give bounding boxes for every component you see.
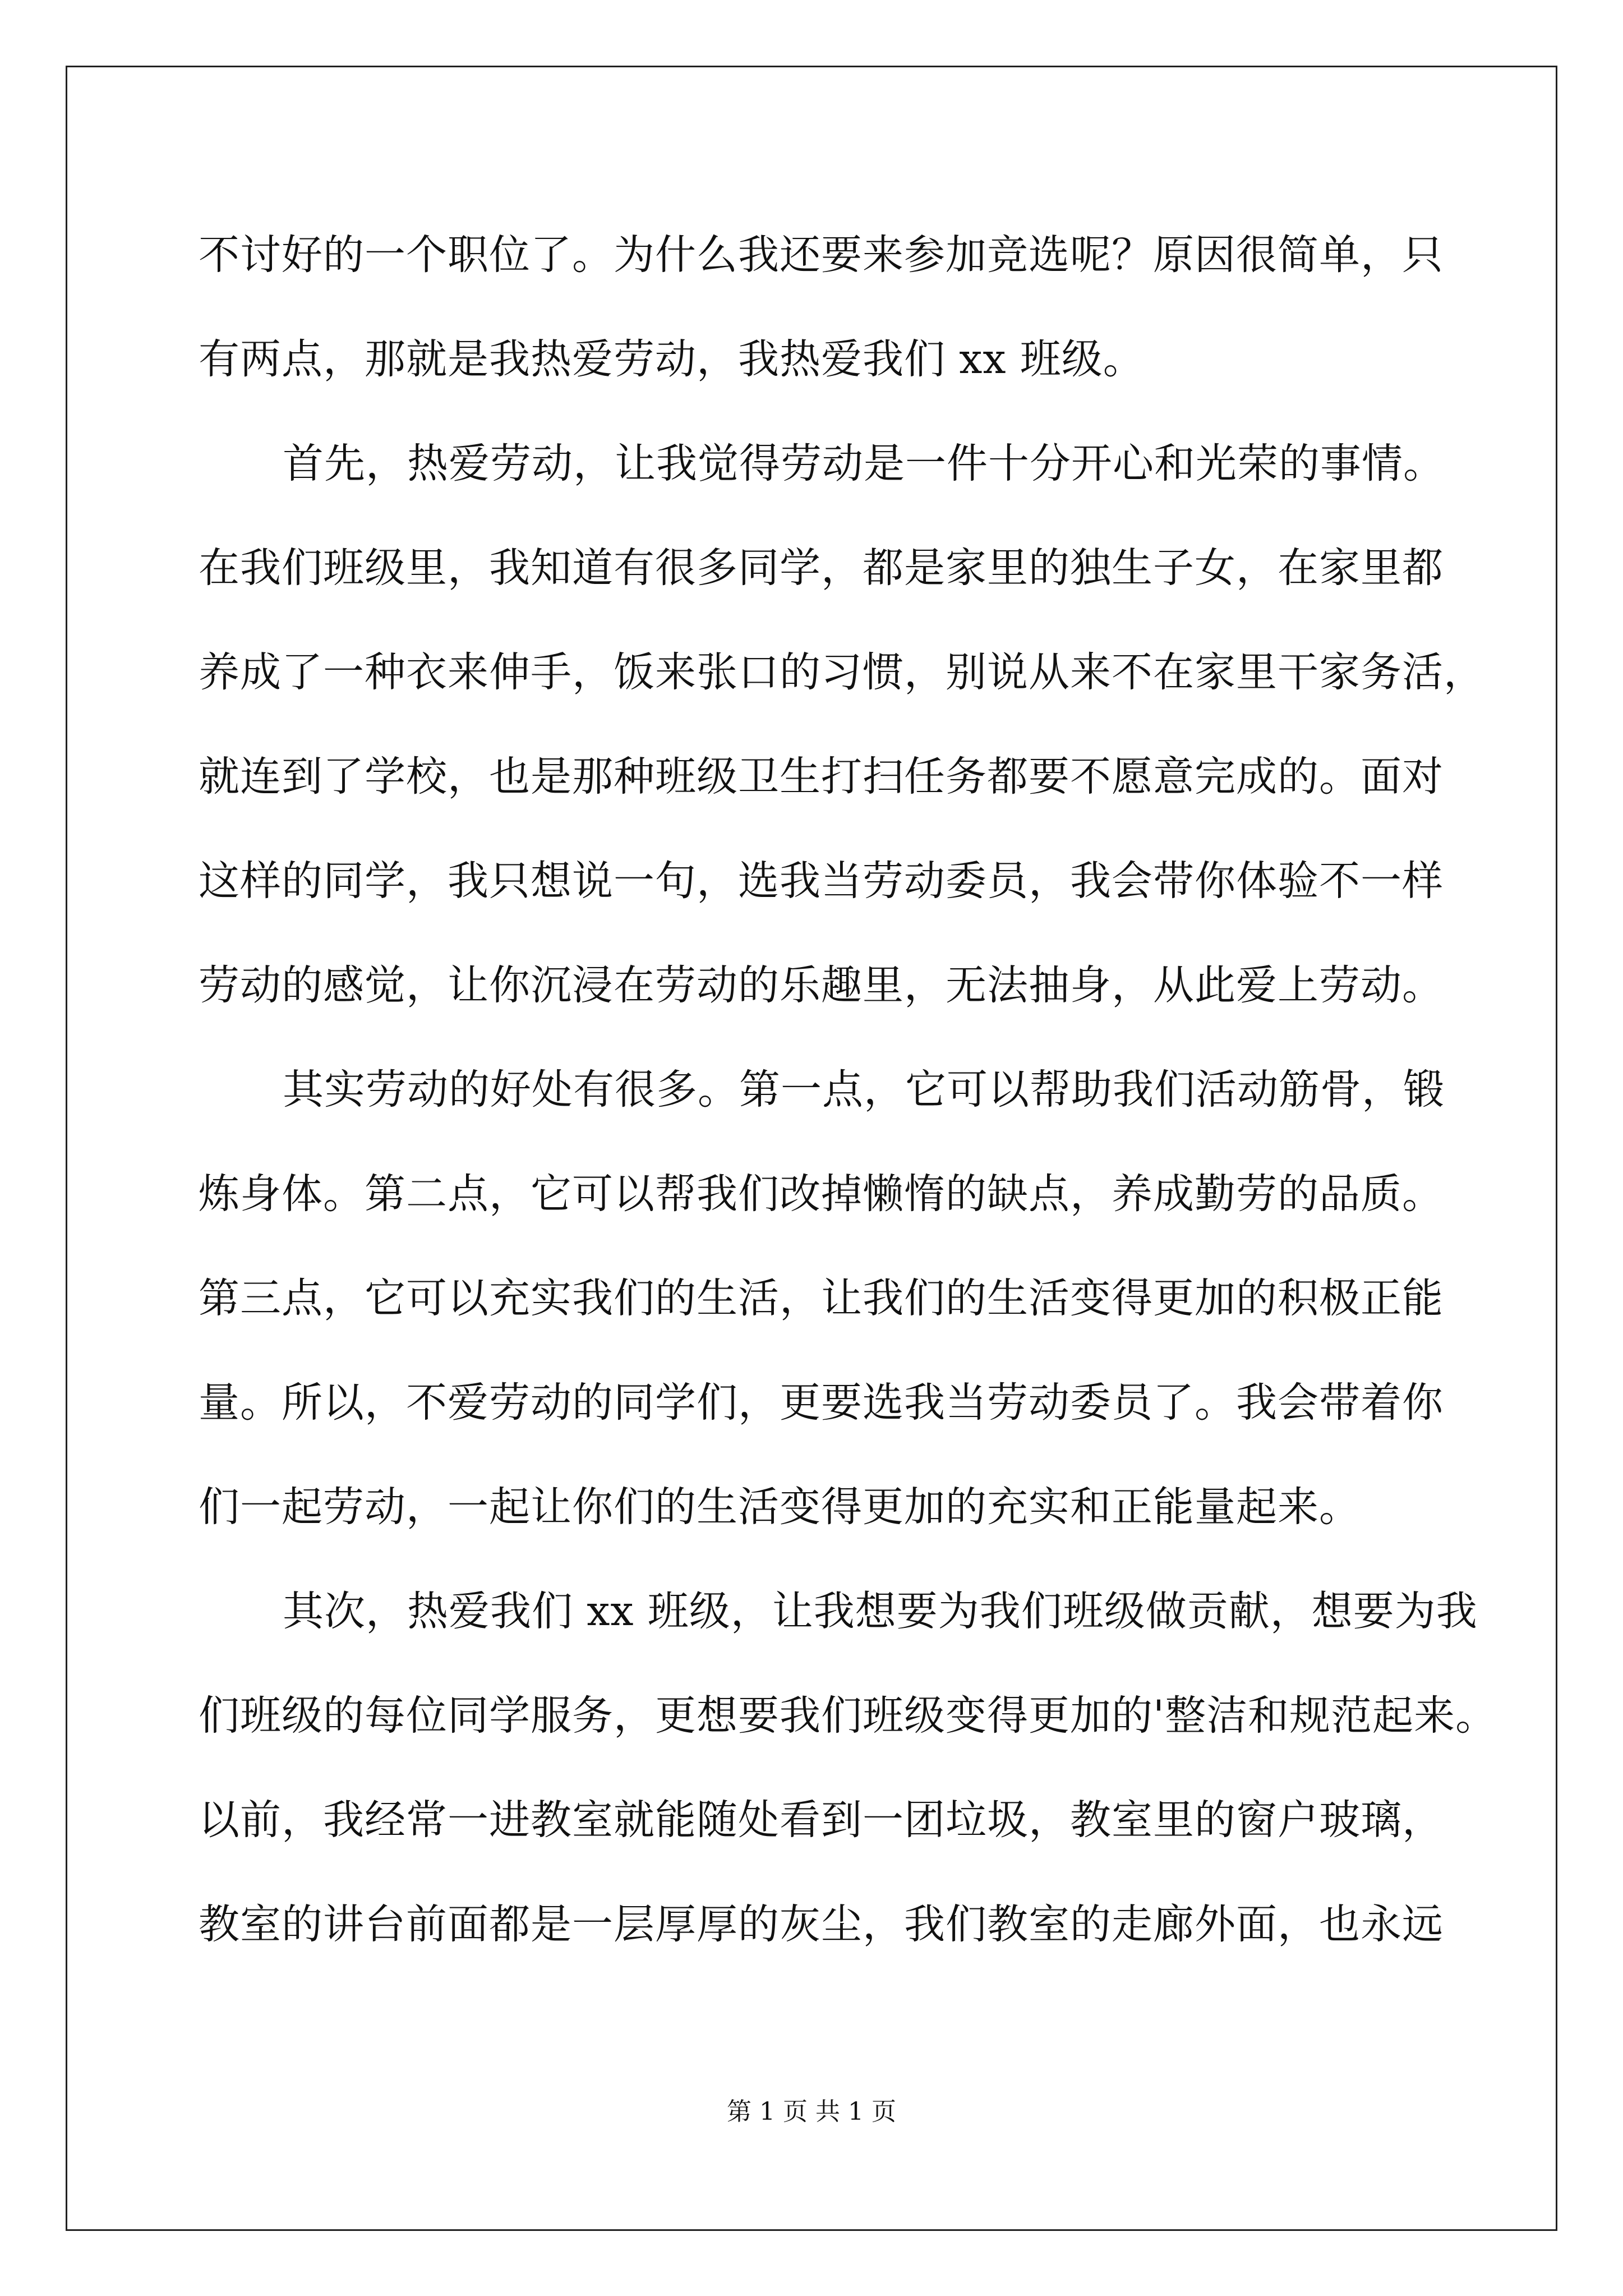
document-body bbox=[199, 203, 1497, 1977]
text-line: 第三点，它可以充实我们的生活，让我们的生活变得更加的积极正能 bbox=[199, 1274, 1444, 1322]
text-line: 养成了一种衣来伸手，饭来张口的习惯，别说从来不在家里干家务活， bbox=[199, 648, 1485, 696]
text-line: 不讨好的一个职位了。为什么我还要来参加竞选呢？原因很简单，只 bbox=[199, 231, 1444, 279]
text-line: 有两点，那就是我热爱劳动，我热爱我们 xx 班级。 bbox=[199, 335, 1145, 383]
text-line: 们班级的每位同学服务，更想要我们班级变得更加的'整洁和规范起来。 bbox=[199, 1692, 1497, 1740]
text-line: 以前，我经常一进教室就能随处看到一团垃圾，教室里的窗户玻璃， bbox=[199, 1796, 1444, 1844]
text-line: 炼身体。第二点，它可以帮我们改掉懒惰的缺点，养成勤劳的品质。 bbox=[199, 1170, 1444, 1218]
paragraph-start-line: 其次，热爱我们 xx 班级，让我想要为我们班级做贡献，想要为我 bbox=[283, 1588, 1478, 1635]
text-line: 们一起劳动，一起让你们的生活变得更加的充实和正能量起来。 bbox=[199, 1483, 1361, 1531]
paragraph-start-line: 其实劳动的好处有很多。第一点，它可以帮助我们活动筋骨，锻 bbox=[283, 1066, 1445, 1114]
text-line: 就连到了学校，也是那种班级卫生打扫任务都要不愿意完成的。面对 bbox=[199, 753, 1444, 800]
page-number-footer: 第 1 页 共 1 页 bbox=[727, 2097, 896, 2126]
text-line: 这样的同学，我只想说一句，选我当劳动委员，我会带你体验不一样 bbox=[199, 857, 1444, 905]
text-line: 量。所以，不爱劳动的同学们，更要选我当劳动委员了。我会带着你 bbox=[199, 1379, 1444, 1427]
text-line: 劳动的感觉，让你沉浸在劳动的乐趣里，无法抽身，从此爱上劳动。 bbox=[199, 961, 1444, 1009]
text-line: 在我们班级里，我知道有很多同学，都是家里的独生子女，在家里都 bbox=[199, 544, 1444, 592]
text-line: 教室的讲台前面都是一层厚厚的灰尘，我们教室的走廊外面，也永远 bbox=[199, 1901, 1444, 1948]
paragraph-start-line: 首先，热爱劳动，让我觉得劳动是一件十分开心和光荣的事情。 bbox=[283, 440, 1445, 487]
